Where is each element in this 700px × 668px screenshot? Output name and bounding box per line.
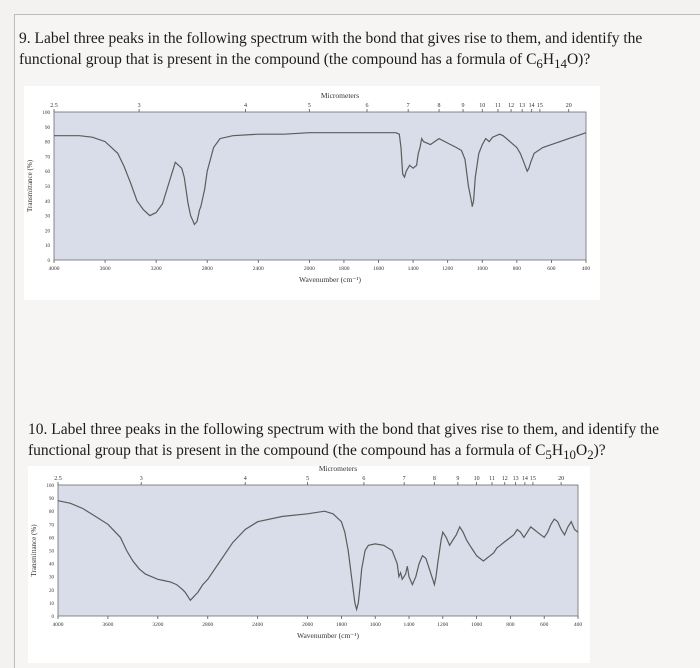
micrometer-tick-label: 20 xyxy=(558,476,565,482)
micrometer-tick-label: 14 xyxy=(521,476,528,482)
wavenumber-tick-label: 600 xyxy=(540,622,549,628)
micrometer-tick-label: 10 xyxy=(473,476,480,482)
transmittance-tick-label: 0 xyxy=(51,615,54,620)
transmittance-tick-label: 100 xyxy=(42,111,50,116)
wavenumber-tick-label: 1600 xyxy=(369,622,381,628)
wavenumber-tick-label: 2800 xyxy=(202,622,214,628)
wavenumber-axis-label: Wavenumber (cm⁻¹) xyxy=(298,275,362,284)
transmittance-tick-label: 20 xyxy=(45,229,50,235)
transmittance-tick-label: 10 xyxy=(49,601,54,607)
micrometers-axis-label: Micrometers xyxy=(318,466,358,473)
transmittance-tick-label: 70 xyxy=(49,523,54,529)
micrometer-tick-label: 13 xyxy=(519,103,526,109)
wavenumber-tick-label: 3600 xyxy=(99,266,111,272)
wavenumber-tick-label: 1600 xyxy=(373,266,385,272)
transmittance-tick-label: 60 xyxy=(49,536,54,542)
question-9-text: 9. Label three peaks in the following spectrum with the bond that gives rise to them, and identify the functional group that is present in the compound (the compound has a formula of $C_6H_{14}O$)? xyxy=(19,30,643,72)
wavenumber-tick-label: 2000 xyxy=(303,266,315,272)
micrometer-tick-label: 2.5 xyxy=(50,103,58,109)
wavenumber-tick-label: 800 xyxy=(506,622,515,628)
wavenumber-tick-label: 400 xyxy=(573,622,583,628)
wavenumber-tick-label: 1200 xyxy=(437,622,449,628)
micrometer-tick-label: 11 xyxy=(495,103,501,109)
micrometer-tick-label: 3 xyxy=(139,476,143,482)
wavenumber-tick-label: 2400 xyxy=(252,266,264,272)
transmittance-tick-label: 100 xyxy=(46,484,54,489)
micrometers-axis-label: Micrometers xyxy=(320,91,360,100)
micrometer-tick-label: 6 xyxy=(362,476,366,482)
micrometer-tick-label: 7 xyxy=(406,103,410,109)
ir-spectrum-question-9 xyxy=(24,86,600,300)
wavenumber-tick-label: 3200 xyxy=(152,622,164,628)
transmittance-tick-label: 10 xyxy=(45,244,50,250)
micrometer-tick-label: 4 xyxy=(243,476,247,482)
micrometer-tick-label: 2.5 xyxy=(54,476,62,482)
micrometer-tick-label: 13 xyxy=(512,476,519,482)
micrometer-tick-label: 6 xyxy=(365,103,369,109)
wavenumber-tick-label: 1800 xyxy=(338,266,350,272)
plot-area xyxy=(58,485,578,616)
transmittance-tick-label: 70 xyxy=(45,155,50,161)
transmittance-tick-label: 60 xyxy=(45,170,50,176)
wavenumber-tick-label: 1200 xyxy=(442,266,454,272)
micrometer-tick-label: 9 xyxy=(456,476,460,482)
transmittance-tick-label: 30 xyxy=(49,575,54,581)
transmittance-axis-label: Transmittance (%) xyxy=(26,159,34,213)
wavenumber-tick-label: 800 xyxy=(512,266,521,272)
micrometer-tick-label: 12 xyxy=(508,103,515,109)
micrometer-tick-label: 5 xyxy=(307,103,311,109)
micrometer-tick-label: 15 xyxy=(529,476,536,482)
transmittance-tick-label: 0 xyxy=(47,259,50,264)
transmittance-tick-label: 40 xyxy=(45,199,50,205)
micrometer-tick-label: 14 xyxy=(528,103,535,109)
transmittance-tick-label: 90 xyxy=(45,125,50,131)
wavenumber-tick-label: 400 xyxy=(581,266,591,272)
wavenumber-tick-label: 1000 xyxy=(471,622,483,628)
wavenumber-tick-label: 1000 xyxy=(476,266,488,272)
wavenumber-tick-label: 3200 xyxy=(150,266,162,272)
wavenumber-tick-label: 2000 xyxy=(302,622,314,628)
wavenumber-tick-label: 2400 xyxy=(252,622,264,628)
micrometer-tick-label: 4 xyxy=(244,103,248,109)
plot-area xyxy=(54,112,586,260)
micrometer-tick-label: 8 xyxy=(432,476,436,482)
transmittance-tick-label: 50 xyxy=(45,185,50,190)
micrometer-tick-label: 11 xyxy=(489,476,495,482)
ir-spectrum-question-10 xyxy=(28,466,590,663)
micrometer-tick-label: 12 xyxy=(501,476,508,482)
wavenumber-axis-label: Wavenumber (cm⁻¹) xyxy=(296,631,360,640)
micrometer-tick-label: 5 xyxy=(306,476,310,482)
wavenumber-tick-label: 2800 xyxy=(201,266,213,272)
transmittance-tick-label: 80 xyxy=(49,510,54,516)
wavenumber-tick-label: 1800 xyxy=(335,622,347,628)
question-10-text: 10. Label three peaks in the following spectrum with the bond that gives rise to them, and identify the functional group that is present in the compound (the compound has a formula of $C_5H_{10}O_2$)? xyxy=(28,421,660,463)
wavenumber-tick-label: 3600 xyxy=(102,622,114,628)
transmittance-tick-label: 30 xyxy=(45,214,50,220)
micrometer-tick-label: 20 xyxy=(565,103,572,109)
ir-spectrum-chart-1 xyxy=(24,86,600,300)
micrometer-tick-label: 15 xyxy=(536,103,543,109)
ir-spectrum-chart-2 xyxy=(28,466,590,663)
transmittance-tick-label: 50 xyxy=(49,549,54,555)
transmittance-axis-label: Transmittance (%) xyxy=(30,524,38,577)
micrometer-tick-label: 7 xyxy=(402,476,406,482)
wavenumber-tick-label: 4000 xyxy=(52,622,64,628)
micrometer-tick-label: 9 xyxy=(461,103,465,109)
transmittance-tick-label: 40 xyxy=(49,562,54,568)
wavenumber-tick-label: 1400 xyxy=(403,622,415,628)
transmittance-tick-label: 90 xyxy=(49,497,54,503)
transmittance-tick-label: 20 xyxy=(49,588,54,594)
wavenumber-tick-label: 600 xyxy=(547,266,556,272)
wavenumber-tick-label: 1400 xyxy=(407,266,419,272)
transmittance-tick-label: 80 xyxy=(45,140,50,146)
micrometer-tick-label: 10 xyxy=(479,103,486,109)
wavenumber-tick-label: 4000 xyxy=(48,266,60,272)
micrometer-tick-label: 3 xyxy=(137,103,141,109)
micrometer-tick-label: 8 xyxy=(437,103,441,109)
